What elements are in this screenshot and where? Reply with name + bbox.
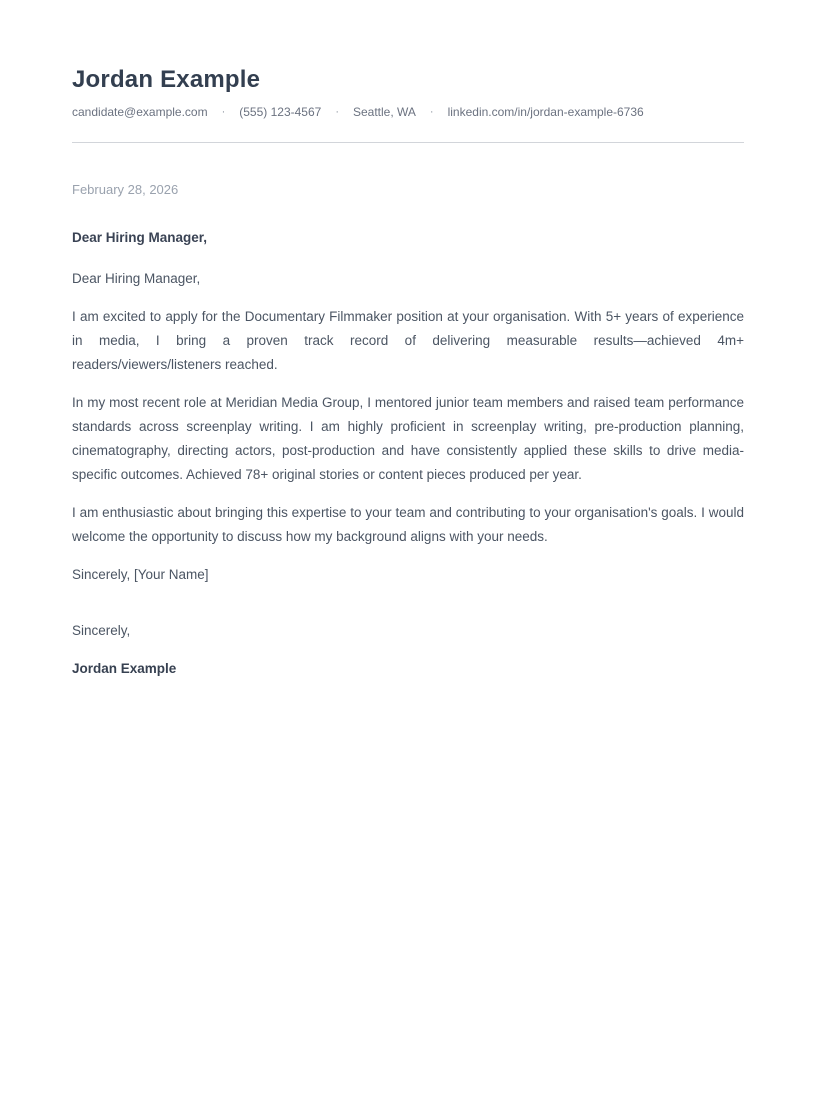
- contact-separator-dot: ·: [221, 106, 226, 119]
- letter-closing: Sincerely,: [72, 623, 131, 639]
- page-title: Jordan Example: [72, 66, 261, 93]
- letter-paragraph: Dear Hiring Manager,: [72, 271, 201, 287]
- contact-linkedin: linkedin.com/in/jordan-example-6736: [447, 104, 644, 119]
- header-divider: [72, 142, 744, 143]
- contact-email: candidate@example.com: [72, 104, 208, 119]
- letter-signature-name: Jordan Example: [72, 661, 177, 677]
- contact-separator-dot: ·: [429, 106, 434, 119]
- letter-date: February 28, 2026: [72, 182, 179, 198]
- contact-location: Seattle, WA: [353, 104, 416, 119]
- letter-paragraph: Sincerely, [Your Name]: [72, 567, 209, 583]
- contact-phone: (555) 123-4567: [239, 104, 322, 119]
- contact-info-row: [72, 105, 744, 121]
- letter-salutation: Dear Hiring Manager,: [72, 230, 208, 246]
- letter-paragraph: I am excited to apply for the Documentary Filmmaker position at your organisation. With 5+ years of experience in media, I bring a proven track record of delivering measurable results—achieved 4m+ readers/viewers/listeners reached.: [72, 309, 744, 373]
- letter-paragraph: In my most recent role at Meridian Media Group, I mentored junior team members and raised team performance standards across screenplay writing. I am highly proficient in screenplay writing, pre-production planning, cinematography, directing actors, post-production and have consistently applied these skills to drive media-specific outcomes. Achieved 78+ original stories or content pieces produced per year.: [72, 395, 744, 483]
- contact-separator-dot: ·: [335, 106, 339, 119]
- letter-paragraph: I am enthusiastic about bringing this expertise to your team and contributing to your organisation's goals. I would welcome the opportunity to discuss how my background aligns with your needs.: [72, 505, 744, 545]
